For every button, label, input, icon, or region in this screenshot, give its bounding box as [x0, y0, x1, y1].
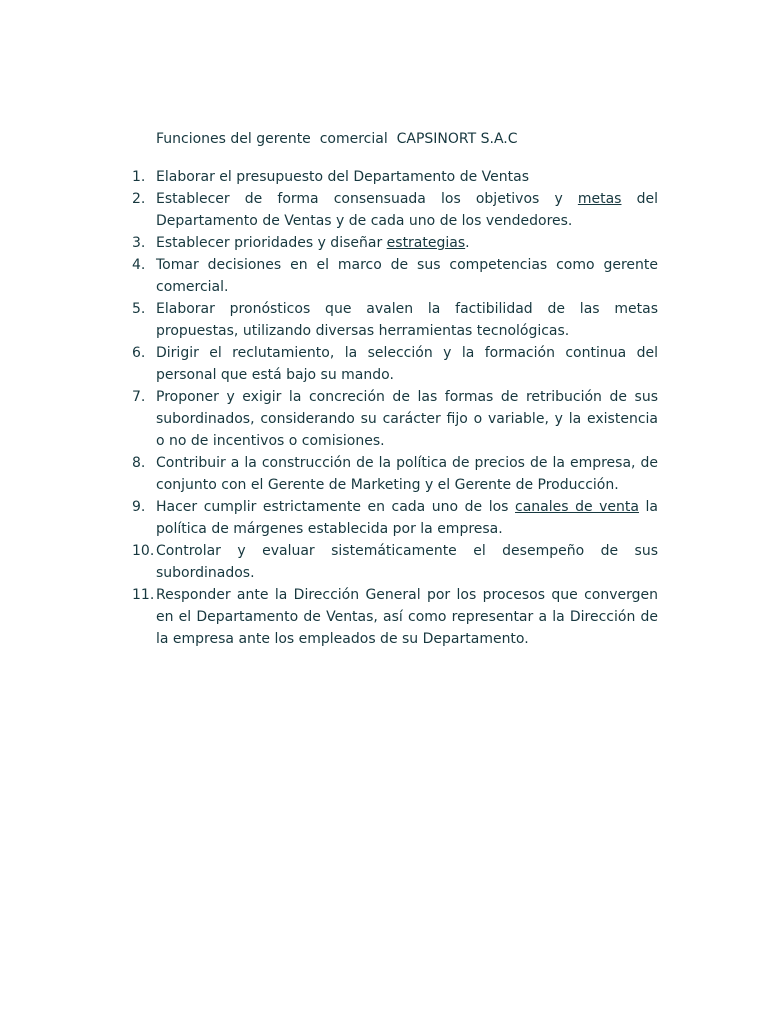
text-segment: Proponer y exigir la concreción de las formas de retribución de sus subordinados, considerando su carácter fijo o variable, y la existencia o no de incentivos o comisiones. — [156, 389, 658, 449]
list-item — [132, 166, 658, 188]
list-item-number: 7. — [132, 389, 146, 405]
hyperlink-metas[interactable]: metas — [577, 191, 622, 207]
text-segment: Establecer prioridades y diseñar — [156, 235, 387, 251]
list-item-number: 10. — [132, 543, 155, 559]
text-segment: . — [465, 235, 470, 251]
list-item-text — [156, 298, 658, 342]
list-item-text — [156, 496, 658, 540]
text-segment: del Departamento de Ventas y de cada uno de los vendedores. — [156, 191, 658, 229]
list-item-text — [156, 166, 658, 188]
text-segment: Elaborar pronósticos que avalen la factibilidad de las metas propuestas, utilizando diversas herramientas tecnológicas. — [156, 301, 658, 339]
text-segment: Dirigir el reclutamiento, la selección y la formación continua del personal que está bajo su mando. — [156, 345, 658, 383]
list-item-number: 11. — [132, 587, 155, 603]
list-item-number: 2. — [132, 191, 146, 207]
hyperlink-canales-de-venta[interactable]: canales de venta — [515, 499, 639, 515]
list-item — [132, 496, 658, 540]
list-item — [132, 232, 658, 254]
list-item-number: 9. — [132, 499, 146, 515]
list-item — [132, 584, 658, 650]
text-segment: Contribuir a la construcción de la política de precios de la empresa, de conjunto con el Gerente de Marketing y el Gerente de Producción. — [156, 455, 658, 493]
list-item — [132, 386, 658, 452]
list-item — [132, 298, 658, 342]
list-item-text — [156, 540, 658, 584]
text-segment: Elaborar el presupuesto del Departamento de Ventas — [156, 169, 529, 185]
list-item-number: 3. — [132, 235, 146, 251]
list-item-text — [156, 232, 658, 254]
list-item-text — [156, 386, 658, 452]
hyperlink-estrategias[interactable]: estrategias — [386, 235, 466, 251]
list-item-number: 8. — [132, 455, 146, 471]
text-segment: Establecer de forma consensuada los objetivos y — [156, 191, 578, 207]
text-segment: la política de márgenes establecida por la empresa. — [156, 499, 659, 537]
list-item-text — [156, 452, 658, 496]
list-item-number: 1. — [132, 169, 146, 185]
list-item — [132, 540, 658, 584]
text-segment: Hacer cumplir estrictamente en cada uno de los — [156, 499, 516, 515]
list-item-number: 4. — [132, 257, 146, 273]
text-segment: Controlar y evaluar sistemáticamente el desempeño de sus subordinados. — [156, 543, 658, 581]
list-item — [132, 452, 658, 496]
list-item-text — [156, 342, 658, 386]
list-item-number: 6. — [132, 345, 146, 361]
text-segment: Tomar decisiones en el marco de sus competencias como gerente comercial. — [156, 257, 658, 295]
list-item-text — [156, 254, 658, 298]
list-item-text — [156, 188, 658, 232]
list-item — [132, 342, 658, 386]
document-title: Funciones del gerente comercial CAPSINORT S.A.C — [156, 131, 518, 147]
list-item-number: 5. — [132, 301, 146, 317]
list-item — [132, 254, 658, 298]
list-item — [132, 188, 658, 232]
list-item-text — [156, 584, 658, 650]
text-segment: Responder ante la Dirección General por los procesos que convergen en el Departamento de Ventas, así como representar a la Dirección de la empresa ante los empleados de su Departamento. — [156, 587, 658, 647]
functions-list — [132, 166, 658, 650]
